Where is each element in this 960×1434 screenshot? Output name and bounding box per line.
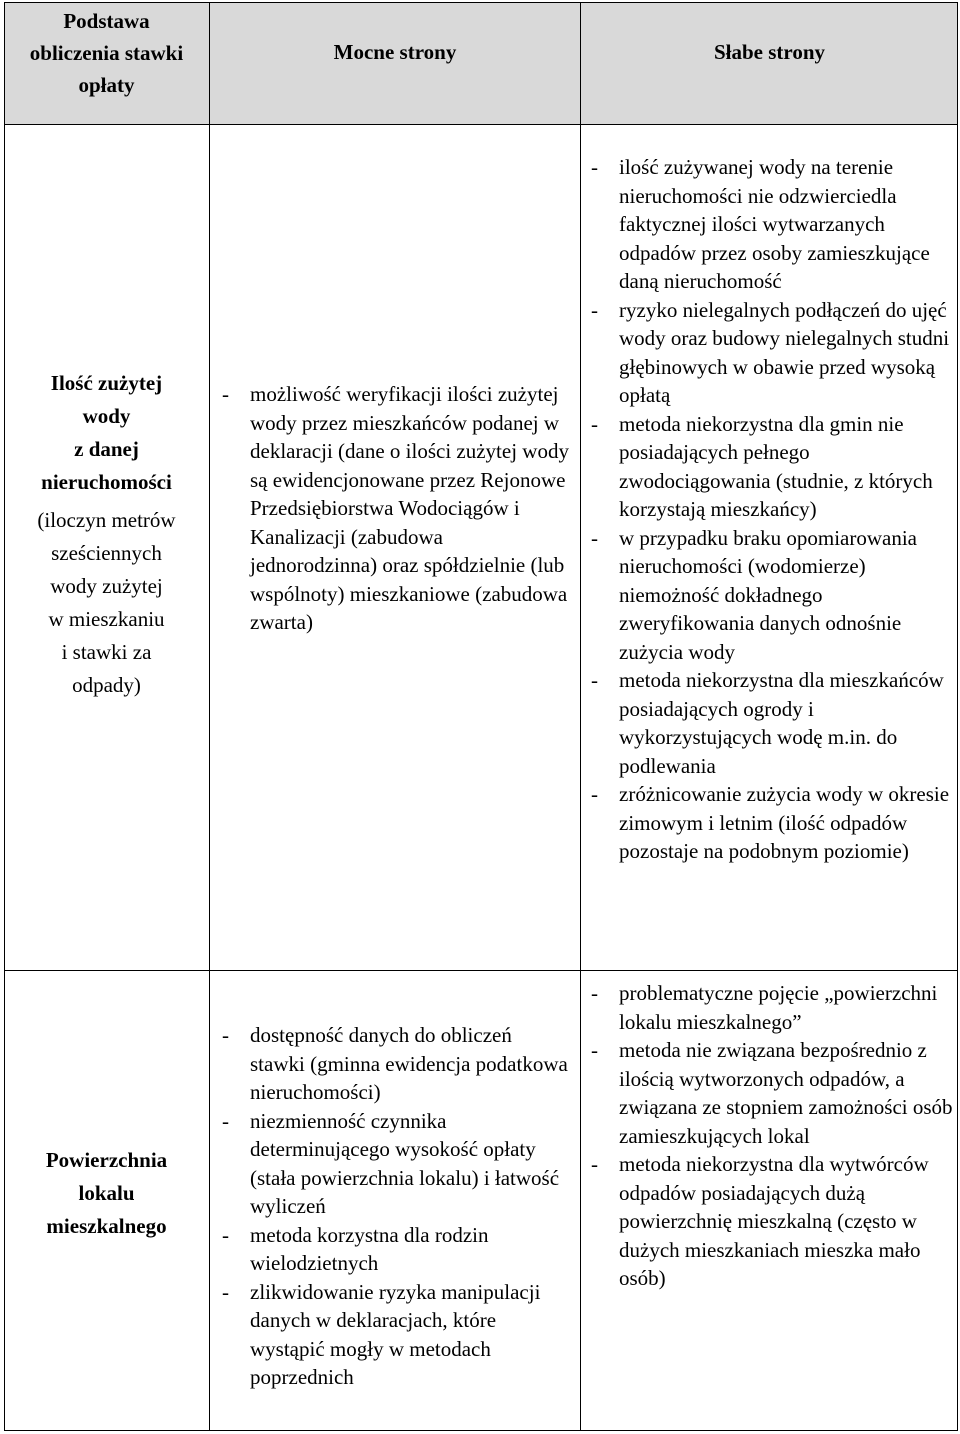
strength-item: - dostępność danych do obliczeń stawki (gminna ewidencja podatkowa nieruchomości) xyxy=(220,1021,570,1107)
weakness-item: - w przypadku braku opomiarowania nieruchomości (wodomierze) niemożność dokładnego zweryfikowania danych odnośnie zużycia wody xyxy=(589,524,960,667)
row2-weaknesses xyxy=(589,979,960,1293)
row1-title-line: z danej xyxy=(74,437,139,461)
row2-basis-title xyxy=(4,1144,209,1243)
row1-basis-title xyxy=(4,367,209,499)
column-divider xyxy=(209,2,210,1431)
weakness-item: - metoda niekorzystna dla mieszkańców posiadających ogrody i wykorzystujących wodę m.in. do podlewania xyxy=(589,666,960,780)
row2-title-line: lokalu xyxy=(78,1181,135,1205)
row1-title-line: Ilość zużytej xyxy=(50,371,163,395)
weakness-item: - metoda nie związana bezpośrednio z ilością wytworzonych odpadów, a związana ze stopniem zamożności osób zamieszkujących lokal xyxy=(589,1036,960,1150)
row1-note-line: sześciennych xyxy=(51,541,162,565)
row1-note-line: (iloczyn metrów xyxy=(37,508,176,532)
weakness-item: - metoda niekorzystna dla wytwórców odpadów posiadających dużą powierzchnię mieszkalną (często w dużych mieszkaniach mieszka mało osób) xyxy=(589,1150,960,1293)
row2-basis xyxy=(4,1144,209,1243)
header-weaknesses: Słabe strony xyxy=(713,40,826,64)
row1-note-line: wody zużytej xyxy=(50,574,163,598)
row1-note-line: w mieszkaniu xyxy=(48,607,165,631)
row1-title-line: wody xyxy=(82,404,131,428)
row2-title-line: Powierzchnia xyxy=(45,1148,168,1172)
table-border-right xyxy=(957,2,958,1431)
row1-note-line: i stawki za xyxy=(61,640,152,664)
strength-item: - możliwość weryfikacji ilości zużytej wody przez mieszkańców podanej w deklaracji (dane o ilości zużytej wody są ewidencjonowane przez Rejonowe Przedsiębiorstwa Wodociągów i Kanalizacji (zabudowa jednorodzinna) oraz spółdzielnie (lub wspólnoty) mieszkaniowe (zabudowa zwarta) xyxy=(220,380,570,637)
strength-item: - niezmienność czynnika determinującego wysokość opłaty (stała powierzchnia lokalu) i łatwość wyliczeń xyxy=(220,1107,570,1221)
row1-basis xyxy=(4,367,209,702)
header-strengths: Mocne strony xyxy=(333,40,457,64)
row1-basis-note xyxy=(4,504,209,702)
table-border-left xyxy=(4,2,5,1431)
row2-strengths xyxy=(220,1021,570,1392)
header-basis xyxy=(4,5,209,101)
weakness-item: - zróżnicowanie zużycia wody w okresie zimowym i letnim (ilość odpadów pozostaje na podobnym poziomie) xyxy=(589,780,960,866)
row1-note-line: odpady) xyxy=(72,673,141,697)
header-basis-line: obliczenia stawki xyxy=(29,41,184,65)
weakness-item: - ryzyko nielegalnych podłączeń do ujęć wody oraz budowy nielegalnych studni głębinowych w obawie przed wysoką opłatą xyxy=(589,296,960,410)
weakness-item: - ilość zużywanej wody na terenie nieruchomości nie odzwierciedla faktycznej ilości wytwarzanych odpadów przez osoby zamieszkujące daną nieruchomość xyxy=(589,153,960,296)
strength-item: - metoda korzystna dla rodzin wielodzietnych xyxy=(220,1221,570,1278)
comparison-table xyxy=(4,2,958,1432)
row2-title-line: mieszkalnego xyxy=(46,1214,167,1238)
table-border-bottom xyxy=(4,1430,958,1431)
column-divider xyxy=(580,2,581,1431)
row1-weaknesses xyxy=(589,153,960,866)
weakness-item: - metoda niekorzystna dla gmin nie posiadających pełnego zwodociągowania (studnie, z których korzystają mieszkańcy) xyxy=(589,410,960,524)
header-basis-line: opłaty xyxy=(78,73,135,97)
row1-title-line: nieruchomości xyxy=(41,470,172,494)
strength-item: - zlikwidowanie ryzyka manipulacji danych w deklaracjach, które wystąpić mogły w metodach poprzednich xyxy=(220,1278,570,1392)
header-divider xyxy=(4,124,958,125)
row-divider xyxy=(4,970,958,971)
row1-strengths xyxy=(220,380,570,637)
table-border-top xyxy=(4,2,958,3)
weakness-item: - problematyczne pojęcie „powierzchni lokalu mieszkalnego” xyxy=(589,979,960,1036)
header-basis-line: Podstawa xyxy=(63,9,150,33)
